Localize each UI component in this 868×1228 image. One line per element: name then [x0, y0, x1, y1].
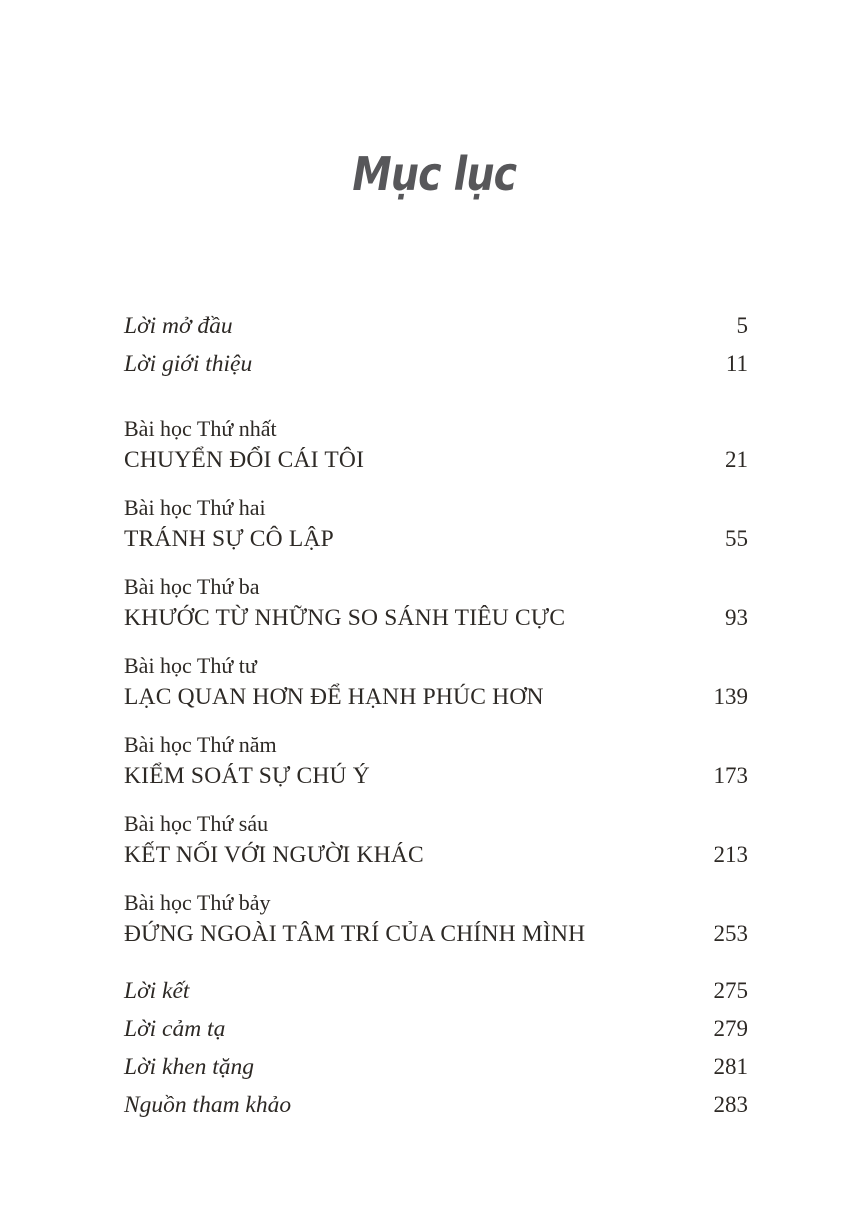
toc-row — [124, 760, 748, 792]
toc-entry-page-number: 55 — [725, 525, 748, 551]
toc-chapter-title: LẠC QUAN HƠN ĐỂ HẠNH PHÚC HƠN — [124, 683, 544, 710]
toc-back-matter — [124, 972, 748, 1124]
toc-row — [124, 681, 748, 713]
toc-chapter-title: CHUYỂN ĐỔI CÁI TÔI — [124, 446, 365, 473]
toc-row — [124, 972, 748, 1010]
toc-chapter-title: KIỂM SOÁT SỰ CHÚ Ý — [124, 762, 370, 789]
toc-chapter-title: TRÁNH SỰ CÔ LẬP — [124, 525, 334, 552]
toc-entry-label: Lời kết — [124, 977, 190, 1004]
toc-entry-label: Lời khen tặng — [124, 1053, 255, 1080]
toc-entry-page-number: 279 — [713, 1015, 748, 1041]
toc-entry-page-number: 21 — [725, 446, 748, 472]
toc-entry-page-number: 11 — [725, 350, 748, 376]
toc-entry-page-number: 5 — [736, 312, 748, 338]
toc-entry-label: Lời giới thiệu — [124, 350, 253, 377]
toc-entry-page-number: 253 — [713, 920, 748, 946]
toc-entry-page-number: 93 — [725, 604, 748, 630]
toc-chapter-block — [124, 493, 748, 555]
toc-entry-page-number: 213 — [713, 841, 748, 867]
toc-entry-page-number: 275 — [713, 977, 748, 1003]
toc-row — [124, 444, 748, 476]
toc-row — [124, 307, 748, 345]
toc-entry-page-number: 281 — [713, 1053, 748, 1079]
toc-chapter-block — [124, 414, 748, 476]
toc-chapter-block — [124, 572, 748, 634]
page-title — [0, 0, 868, 201]
toc-chapter-block — [124, 888, 748, 950]
toc-chapter-label: Bài học Thứ năm — [124, 731, 277, 757]
toc-chapter-label: Bài học Thứ ba — [124, 573, 260, 599]
toc-row — [124, 602, 748, 634]
toc-entry-label: Lời cảm tạ — [124, 1015, 226, 1042]
toc-chapter-label: Bài học Thứ bảy — [124, 889, 271, 915]
toc-front-matter — [124, 307, 748, 383]
toc-entry-page-number: 173 — [713, 762, 748, 788]
toc-row — [124, 1010, 748, 1048]
toc-entry-label: Nguồn tham khảo — [124, 1091, 292, 1118]
table-of-contents — [124, 307, 748, 1124]
toc-entry-page-number: 283 — [713, 1091, 748, 1117]
toc-row — [124, 523, 748, 555]
toc-entry-label: Lời mở đầu — [124, 312, 233, 339]
toc-chapter-label: Bài học Thứ tư — [124, 652, 257, 678]
toc-chapters — [124, 414, 748, 950]
toc-chapter-label: Bài học Thứ hai — [124, 494, 266, 520]
toc-row — [124, 839, 748, 871]
toc-chapter-title: KẾT NỐI VỚI NGƯỜI KHÁC — [124, 841, 424, 868]
page-title-text: Mục lục — [352, 147, 516, 201]
toc-chapter-title: ĐỨNG NGOÀI TÂM TRÍ CỦA CHÍNH MÌNH — [124, 920, 586, 947]
toc-row — [124, 918, 748, 950]
toc-row — [124, 345, 748, 383]
toc-chapter-block — [124, 730, 748, 792]
toc-chapter-title: KHƯỚC TỪ NHỮNG SO SÁNH TIÊU CỰC — [124, 604, 566, 631]
toc-row — [124, 1086, 748, 1124]
toc-chapter-label: Bài học Thứ nhất — [124, 415, 277, 441]
toc-chapter-block — [124, 651, 748, 713]
toc-chapter-label: Bài học Thứ sáu — [124, 810, 269, 836]
toc-entry-page-number: 139 — [713, 683, 748, 709]
toc-row — [124, 1048, 748, 1086]
toc-chapter-block — [124, 809, 748, 871]
